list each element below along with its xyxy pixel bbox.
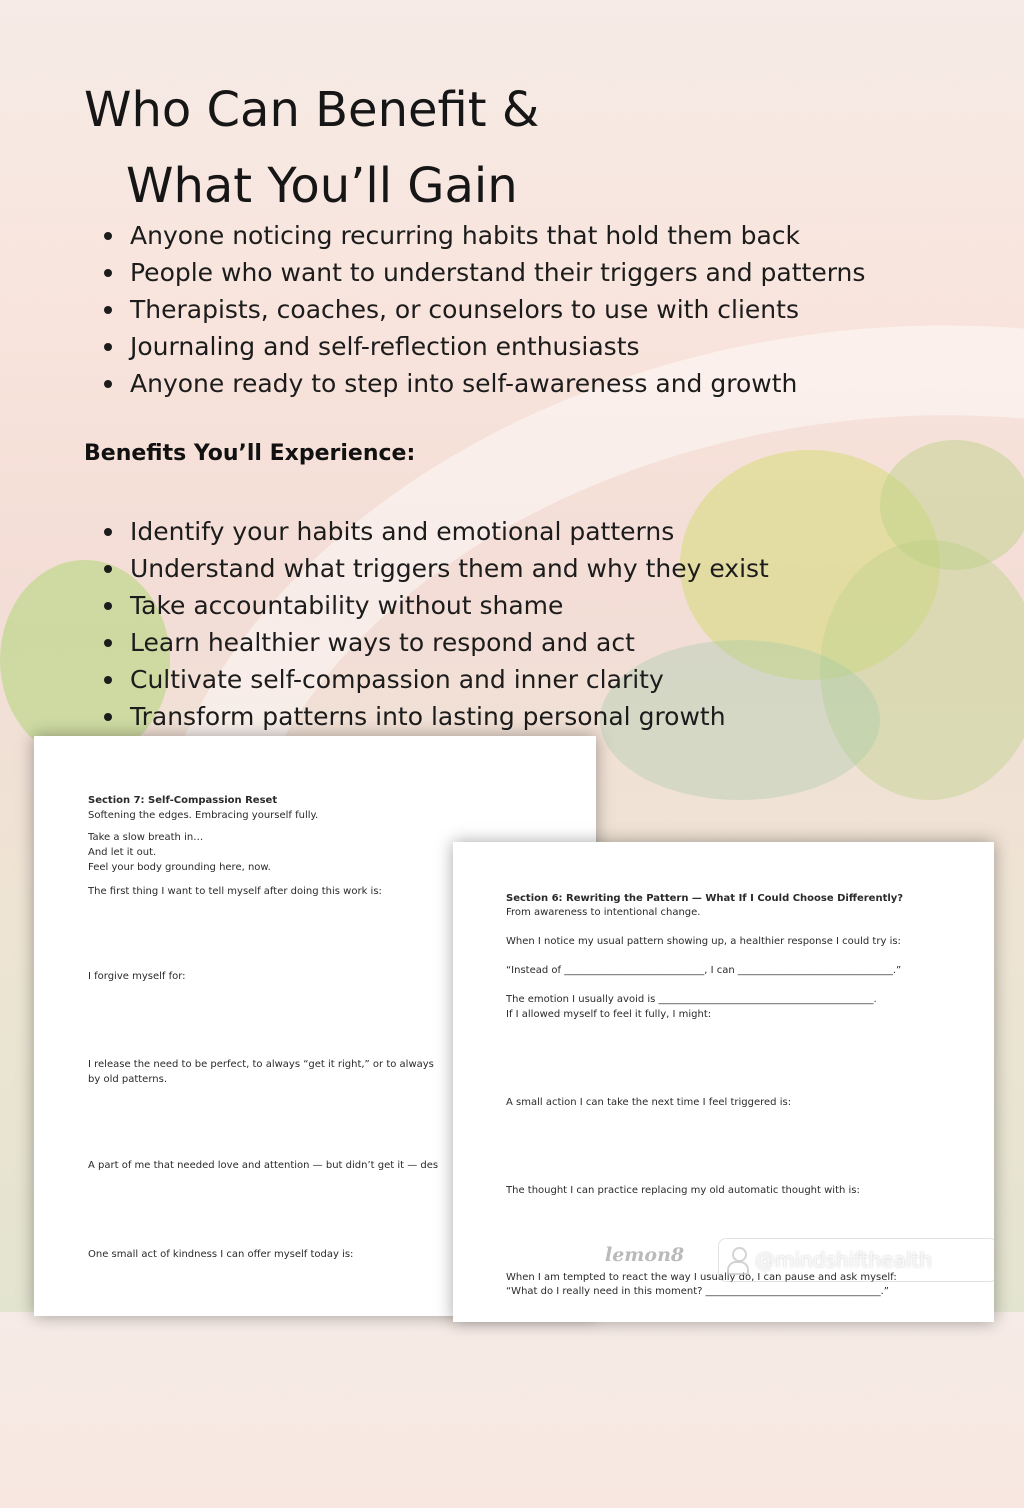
audience-item: Therapists, coaches, or counselors to use with clients: [84, 291, 865, 328]
audience-list: [84, 217, 865, 402]
worksheet-section-title: Section 7: Self-Compassion Reset: [88, 795, 278, 806]
worksheet-prompt: One small act of kindness I can offer myself today is:: [88, 1249, 354, 1260]
benefit-item: Identify your habits and emotional patterns: [84, 513, 769, 550]
benefits-heading: Benefits You’ll Experience:: [84, 441, 416, 466]
benefit-item: Learn healthier ways to respond and act: [84, 624, 769, 661]
benefit-item: Cultivate self-compassion and inner clarity: [84, 661, 769, 698]
benefit-item: Transform patterns into lasting personal growth: [84, 698, 769, 735]
worksheet-prompt: I release the need to be perfect, to always “get it right,” or to always: [88, 1059, 434, 1070]
worksheet-prompt: “What do I really need in this moment? ___________________________________.”: [506, 1286, 889, 1297]
worksheet-text: Take a slow breath in…: [88, 832, 204, 843]
worksheet-subtitle: Softening the edges. Embracing yourself fully.: [88, 810, 319, 821]
worksheet-prompt: The first thing I want to tell myself after doing this work is:: [88, 886, 382, 897]
worksheet-prompt: The thought I can practice replacing my old automatic thought with is:: [506, 1185, 860, 1196]
page-title: [84, 72, 539, 224]
worksheet-prompt: I forgive myself for:: [88, 971, 186, 982]
worksheet-prompt: by old patterns.: [88, 1074, 167, 1085]
page-title-line1: Who Can Benefit &: [84, 82, 540, 138]
background-blob: [880, 440, 1024, 570]
lemon8-watermark-logo: lemon8: [605, 1244, 685, 1266]
worksheet-section-title: Section 6: Rewriting the Pattern — What If I Could Choose Differently?: [506, 893, 904, 904]
watermark-username: @mindshifthealth: [755, 1248, 932, 1272]
worksheet-prompt: When I am tempted to react the way I usually do, I can pause and ask myself:: [506, 1272, 897, 1283]
audience-item: Journaling and self-reflection enthusiasts: [84, 328, 865, 365]
worksheet-subtitle: From awareness to intentional change.: [506, 907, 701, 918]
worksheet-text: And let it out.: [88, 847, 157, 858]
audience-item: Anyone noticing recurring habits that hold them back: [84, 217, 865, 254]
worksheet-text: Feel your body grounding here, now.: [88, 862, 271, 873]
worksheet-prompt: When I notice my usual pattern showing up, a healthier response I could try is:: [506, 936, 901, 947]
worksheet-prompt: If I allowed myself to feel it fully, I might:: [506, 1009, 712, 1020]
audience-item: People who want to understand their triggers and patterns: [84, 254, 865, 291]
benefit-item: Understand what triggers them and why they exist: [84, 550, 769, 587]
watermark-username-badge: [718, 1238, 998, 1282]
worksheet-prompt: A small action I can take the next time I feel triggered is:: [506, 1097, 792, 1108]
benefits-list: [84, 513, 769, 735]
worksheet-prompt: “Instead of ____________________________, I can _______________________________.”: [506, 965, 902, 976]
worksheet-prompt: A part of me that needed love and attention — but didn’t get it — des: [88, 1160, 439, 1171]
benefit-item: Take accountability without shame: [84, 587, 769, 624]
worksheet-prompt: The emotion I usually avoid is ___________________________________________.: [506, 994, 877, 1005]
page-title-line2: What You’ll Gain: [126, 158, 518, 214]
audience-item: Anyone ready to step into self-awareness and growth: [84, 365, 865, 402]
user-icon: [727, 1247, 749, 1273]
